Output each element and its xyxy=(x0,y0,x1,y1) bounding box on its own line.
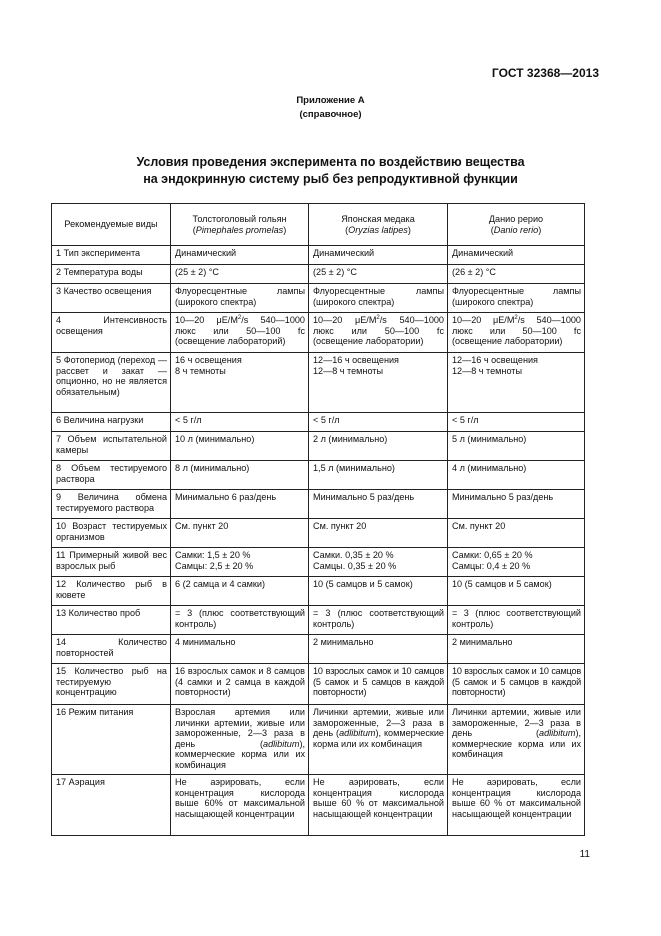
table-row xyxy=(52,432,585,461)
value-cell: Личинки артемии, живые или замороженные, 2—3 раза в день (adlibitum), коммерческие корма или их комбинация xyxy=(309,705,448,775)
value-cell: 5 л (минимально) xyxy=(448,432,585,461)
annex-heading xyxy=(0,94,661,122)
value-cell: 10 взрослых самок и 10 самцов (5 самок и 5 самцов в каждой повторности) xyxy=(309,664,448,705)
parameter-cell: 5 Фотопериод (переход — рассвет и закат — опционно, но не является обязательным) xyxy=(52,353,171,413)
value-cell: (25 ± 2) °С xyxy=(309,265,448,284)
species-latin: (Danio rerio) xyxy=(490,224,542,235)
value-cell: Не аэрировать, если концентрация кислорода выше 60 % от максимальной насыщающей концентрации xyxy=(309,775,448,836)
value-cell: 10 л (минимально) xyxy=(171,432,309,461)
standard-number: ГОСТ 32368—2013 xyxy=(491,66,599,80)
parameter-cell: 14 Количество повторностей xyxy=(52,635,171,664)
value-cell: < 5 г/л xyxy=(171,413,309,432)
value-cell: Самки: 0,65 ± 20 % Самцы: 0,4 ± 20 % xyxy=(448,548,585,577)
value-cell: См. пункт 20 xyxy=(309,519,448,548)
page-number: 11 xyxy=(579,849,590,860)
table-row xyxy=(52,548,585,577)
parameter-cell: 4 Интенсивность освещения xyxy=(52,313,171,353)
value-cell: Минимально 6 раз/день xyxy=(171,490,309,519)
value-cell: 2 минимально xyxy=(309,635,448,664)
table-row xyxy=(52,284,585,313)
header-fathead-minnow xyxy=(171,204,309,246)
value-cell: Флуоресцентные лампы (широкого спектра) xyxy=(309,284,448,313)
value-cell: 10—20 $\mu E/M^2/s$ 540—1000 люкс или 50—100 fc (освещение лабораторий) xyxy=(171,313,309,353)
parameter-cell: 17 Аэрация xyxy=(52,775,171,836)
value-cell: Динамический xyxy=(448,246,585,265)
value-cell: (25 ± 2) °С xyxy=(171,265,309,284)
value-cell: < 5 г/л xyxy=(309,413,448,432)
document-title xyxy=(0,154,661,188)
table-row xyxy=(52,490,585,519)
parameter-cell: 11 Примерный живой вес взрослых рыб xyxy=(52,548,171,577)
annex-label: Приложение А xyxy=(296,95,365,106)
parameter-cell: 8 Объем тестируемого раствора xyxy=(52,461,171,490)
value-cell: 2 л (минимально) xyxy=(309,432,448,461)
value-cell: 10—20 $\mu E/M^2/s$ 540—1000 люкс или 50—100 fc (освещение лаборатории) xyxy=(448,313,585,353)
value-cell: Флуоресцентные лампы (широкого спектра) xyxy=(171,284,309,313)
table-row xyxy=(52,635,585,664)
value-cell: 16 взрослых самок и 8 самцов (4 самки и 2 самца в каждой повторности) xyxy=(171,664,309,705)
table-row xyxy=(52,265,585,284)
value-cell: Не аэрировать, если концентрация кислорода выше 60 % от максимальной насыщающей концентрации xyxy=(448,775,585,836)
value-cell: 12—16 ч освещения 12—8 ч темноты xyxy=(309,353,448,413)
table-row xyxy=(52,606,585,635)
table-row xyxy=(52,413,585,432)
value-cell: Личинки артемии, живые или замороженные, 2—3 раза в день (adlibitum), коммерческие корма или их комбинация xyxy=(448,705,585,775)
value-cell: Минимально 5 раз/день xyxy=(448,490,585,519)
table-row xyxy=(52,775,585,836)
table-row xyxy=(52,246,585,265)
title-line-1: Условия проведения эксперимента по воздействию вещества xyxy=(136,155,525,169)
value-cell: Самки: 1,5 ± 20 % Самцы: 2,5 ± 20 % xyxy=(171,548,309,577)
value-cell: См. пункт 20 xyxy=(171,519,309,548)
parameter-cell: 2 Температура воды xyxy=(52,265,171,284)
value-cell: Флуоресцентные лампы (широкого спектра) xyxy=(448,284,585,313)
parameter-cell: 1 Тип эксперимента xyxy=(52,246,171,265)
value-cell: = 3 (плюс соответствующий контроль) xyxy=(309,606,448,635)
value-cell: Не аэрировать, если концентрация кислорода выше 60% от максимальной насыщающей концентрации xyxy=(171,775,309,836)
table-header-row xyxy=(52,204,585,246)
value-cell: 10 (5 самцов и 5 самок) xyxy=(448,577,585,606)
value-cell: 4 л (минимально) xyxy=(448,461,585,490)
parameter-cell: 16 Режим питания xyxy=(52,705,171,775)
table-row xyxy=(52,313,585,353)
value-cell: = 3 (плюс соответствующий контроль) xyxy=(448,606,585,635)
annex-note: (справочное) xyxy=(299,109,362,120)
value-cell: 4 минимально xyxy=(171,635,309,664)
header-species: Рекомендуемые виды xyxy=(52,204,171,246)
value-cell: Динамический xyxy=(171,246,309,265)
parameter-cell: 6 Величина нагрузки xyxy=(52,413,171,432)
header-japanese-medaka xyxy=(309,204,448,246)
table-row xyxy=(52,664,585,705)
header-zebrafish xyxy=(448,204,585,246)
value-cell: (26 ± 2) °С xyxy=(448,265,585,284)
value-cell: 8 л (минимально) xyxy=(171,461,309,490)
parameter-cell: 13 Количество проб xyxy=(52,606,171,635)
table-row xyxy=(52,519,585,548)
table-row xyxy=(52,705,585,775)
parameter-cell: 10 Возраст тестируемых организмов xyxy=(52,519,171,548)
species-name: Японская медака xyxy=(341,213,415,224)
value-cell: 10—20 $\mu E/M^2/s$ 540—1000 люкс или 50—100 fc (освещение лаборатории) xyxy=(309,313,448,353)
value-cell: 16 ч освещения 8 ч темноты xyxy=(171,353,309,413)
species-latin: (Pimephales promelas) xyxy=(192,224,287,235)
parameter-cell: 12 Количество рыб в кювете xyxy=(52,577,171,606)
parameter-cell: 9 Величина обмена тестируемого раствора xyxy=(52,490,171,519)
table-row xyxy=(52,577,585,606)
value-cell: Взрослая артемия или личинки артемии, живые или замороженные, 2—3 раза в день (adlibitum), коммерческие корма или их комбинация xyxy=(171,705,309,775)
value-cell: Самки. 0,35 ± 20 % Самцы. 0,35 ± 20 % xyxy=(309,548,448,577)
table-row xyxy=(52,353,585,413)
value-cell: 10 взрослых самок и 10 самцов (5 самок и 5 самцов в каждой повторности) xyxy=(448,664,585,705)
species-name: Данио рерио xyxy=(488,213,544,224)
parameter-cell: 3 Качество освещения xyxy=(52,284,171,313)
value-cell: См. пункт 20 xyxy=(448,519,585,548)
value-cell: 12—16 ч освещения 12—8 ч темноты xyxy=(448,353,585,413)
table-row xyxy=(52,461,585,490)
value-cell: Минимально 5 раз/день xyxy=(309,490,448,519)
parameter-cell: 7 Объем испытательной камеры xyxy=(52,432,171,461)
value-cell: = 3 (плюс соответствующий контроль) xyxy=(171,606,309,635)
title-line-2: на эндокринную систему рыб без репродуктивной функции xyxy=(143,172,518,186)
species-latin: (Oryzias latipes) xyxy=(345,224,411,235)
conditions-table xyxy=(51,203,585,836)
parameter-cell: 15 Количество рыб на тестируемую концентрацию xyxy=(52,664,171,705)
value-cell: 6 (2 самца и 4 самки) xyxy=(171,577,309,606)
value-cell: < 5 г/л xyxy=(448,413,585,432)
species-name: Толстоголовый гольян xyxy=(192,213,287,224)
value-cell: Динамический xyxy=(309,246,448,265)
value-cell: 1,5 л (минимально) xyxy=(309,461,448,490)
value-cell: 2 минимально xyxy=(448,635,585,664)
value-cell: 10 (5 самцов и 5 самок) xyxy=(309,577,448,606)
